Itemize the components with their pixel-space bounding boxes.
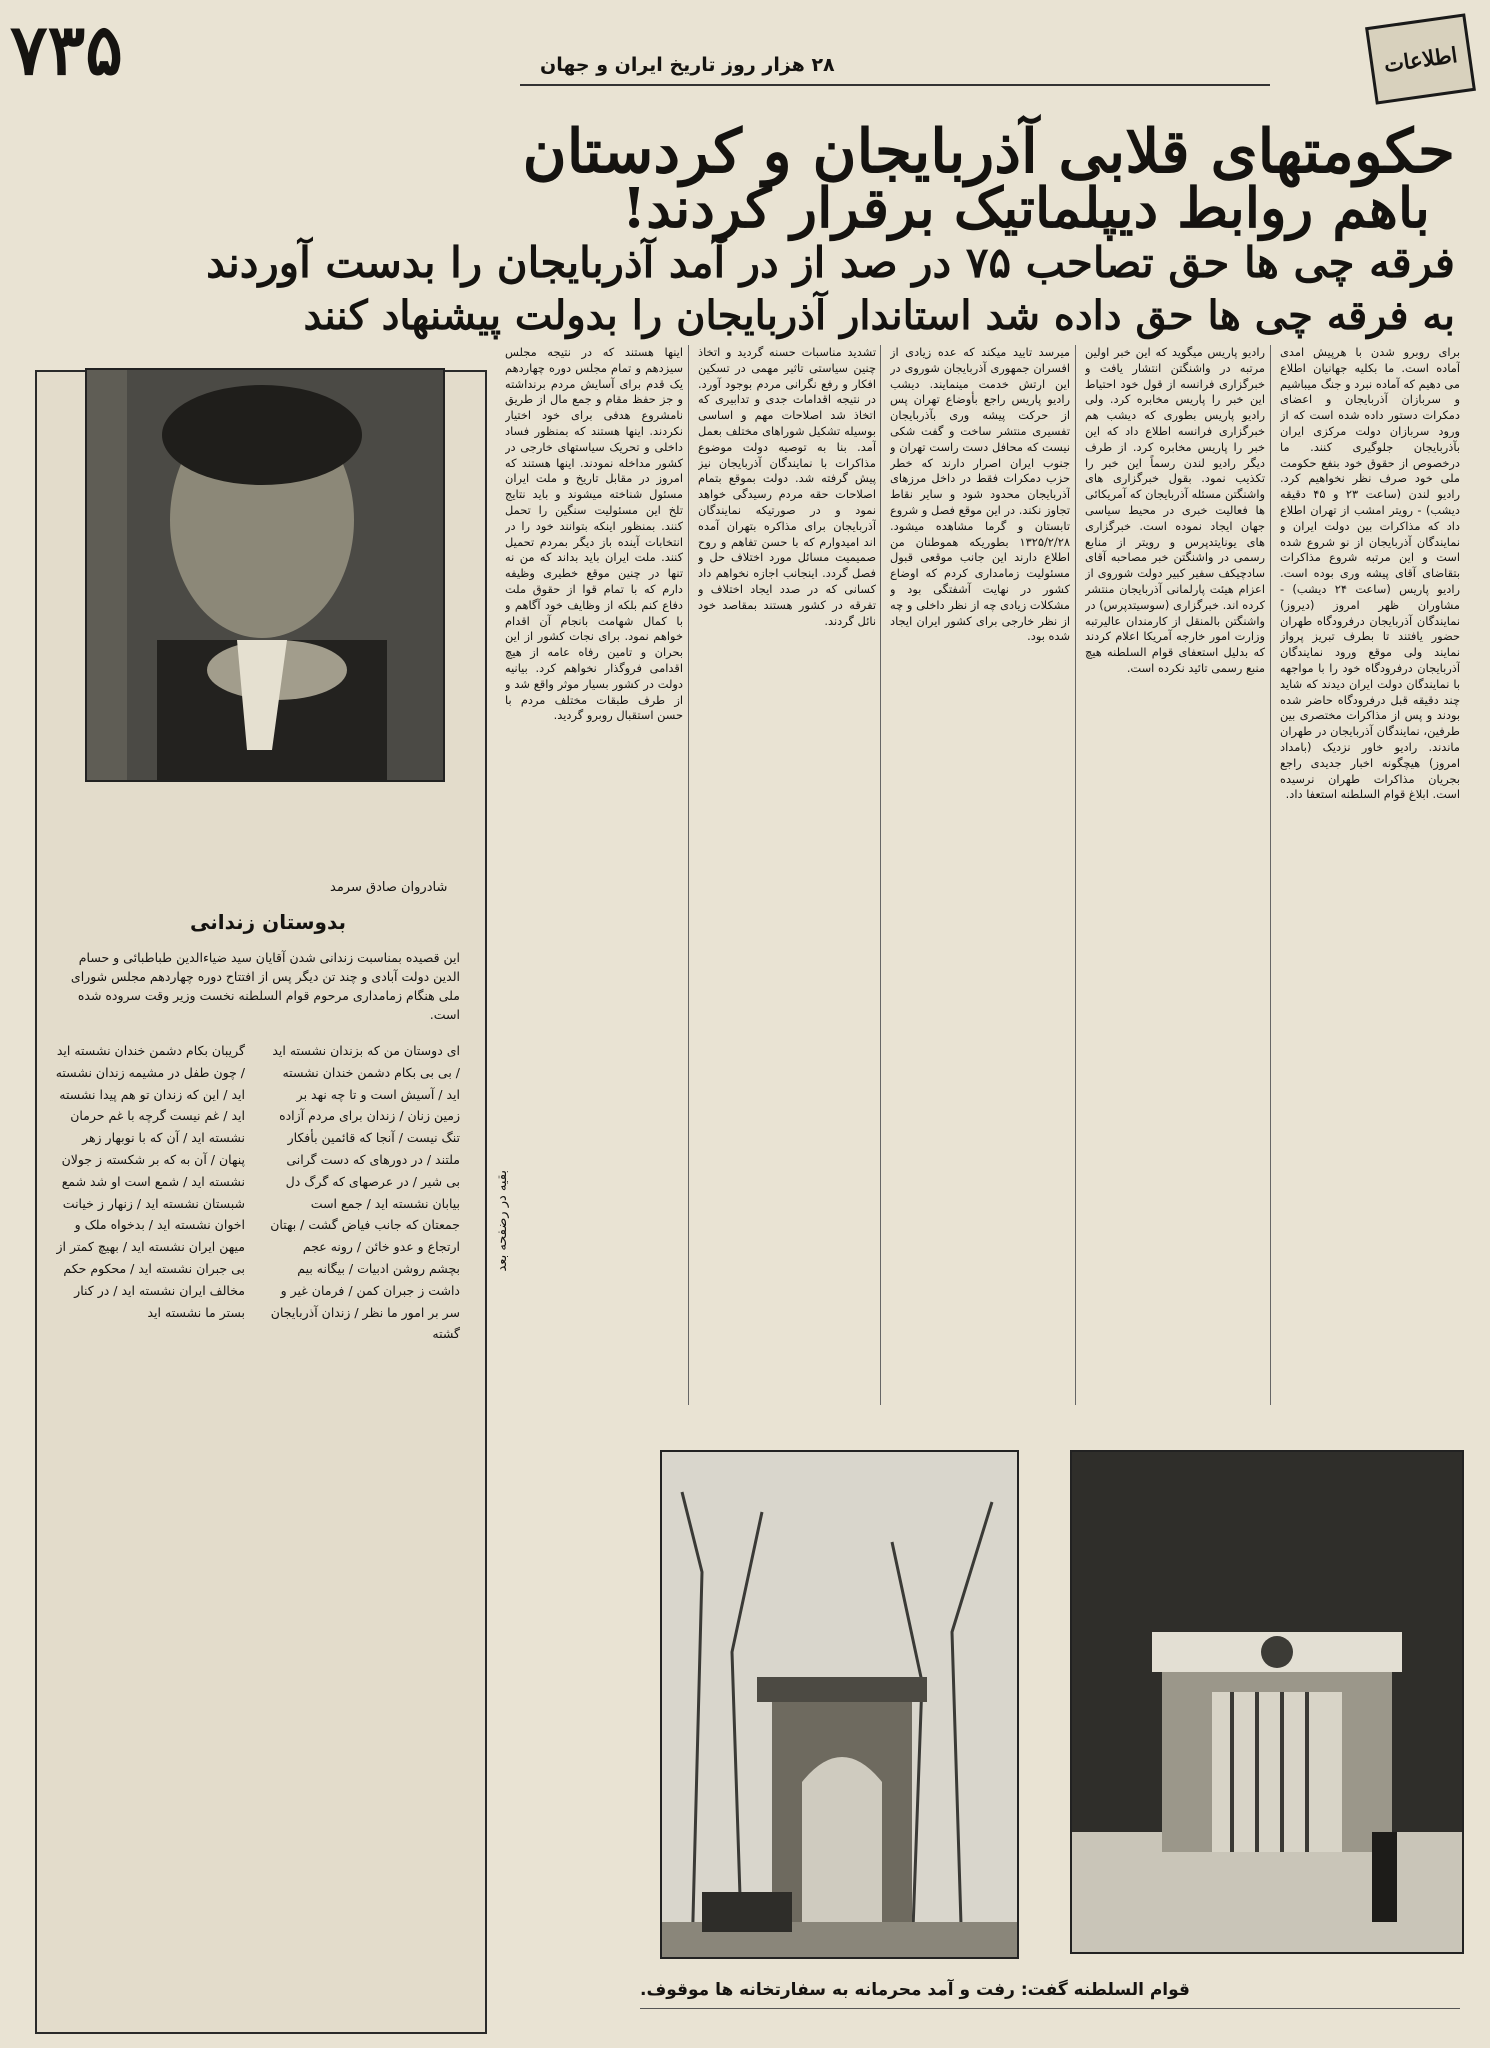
poet-name: شادروان صادق سرمد [330, 880, 448, 895]
entrance-illustration [1072, 1452, 1462, 1952]
page-number: ۷۳۵ [10, 8, 123, 91]
subheadline-first: فرقه چی ها حق تصاحب ۷۵ در صد از در آمد آذربایجان را بدست آوردند [206, 238, 1455, 287]
article-column-2: رادیو پاریس میگوید که این خبر اولین مرتبه در واشنگتن انتشار یافت و خبرگزاری فرانسه از قول خود احتیاط این خبر را پاریس مخابره کرد. ولی رادیو پاریس بطوری که دیشب هم خبرگزاری فرانسه اطلاع داد که این خبر را پاریس مخابره کرد. از طرف دیگر رادیو لندن رسماً این خبر را تکذیب نمود. بقول خبرگزاری های واشنگتن مسئله آذربایجان که آمریکائی ها فعالیت خبری در محیط سیاسی جهان ایجاد نموده است. خبرگزاری های یونایتدپرس و رویتر از منابع رسمی در واشنگتن خبر مصاحبه آقای سادچیکف سفیر کبیر دولت شوروی از اعزام هیئت پارلمانی آذربایجان منتشر کرده اند. خبرگزاری (سوسیتدپرس) در واشنگتن بالمنقل از کارمندان عالیرتبه وزارت امور خارجه آمریکا اعلام کردند که بدلیل استعفای قوام السلطنه هیچ منبع رسمی تائید نکرده است. [1085, 345, 1265, 675]
photo-caption: قوام السلطنه گفت: رفت و آمد محرمانه به سفارتخانه ها موقوف. [640, 1980, 1190, 2000]
column-divider [1075, 345, 1076, 1405]
article-column-1: برای روبرو شدن با هرپیش امدی آماده است. ما بکلیه جهانیان اطلاع می دهیم که آماده نبرد و جنگ میباشیم و سربازان آذربایجان و اعضای دمکرات دستور داده شده است که از ورود سربازان دولت مرکزی ایران بآذربایجان جلوگیری کنند. ما درخصوص از حقوق خود بنفع حکومت ملی خود صرف نظر نخواهیم کرد. رادیو لندن (ساعت ۲۳ و ۴۵ دقیقه دیشب) - رویتر امشب از تهران اطلاع داد که مذاکرات بین دولت ایران و نمایندگان آذربایجان از نو شروع شده است و این مرتبه شروع مذاکرات بتقاضای آقای پیشه وری بوده است. رادیو پاریس (ساعت ۲۴ دیشب) - مشاوران ظهر امروز (دیروز) نمایندگان آذربایجان درفرودگاه طهران حضور یافتند تا بطرف تبریز پرواز نمایند ولی موقع ورود نمایندگان آذربایجان درفرودگاه خود را با مواجهه با نمایندگان دولت ایران دیدند که شاید چند دقیقه قبل درفرودگاه حاضر شده بودند و پس از مذاکرات مختصری بین طرفین، نمایندگان آذربایجان در طهران ماندند. رادیو خاور نزدیک (بامداد امروز) هیچگونه اخبار جدیدی راجع بجریان مذاکرات طهران نرسیده است. ابلاغ قوام السلطنه استعفا داد. [1280, 345, 1460, 802]
header-divider [520, 84, 1270, 86]
column-divider [880, 345, 881, 1405]
portrait-photo [85, 368, 445, 782]
poem-intro: این قصیده بمناسبت زندانی شدن آقایان سید ضیاءالدین طباطبائی و حسام الدین دولت آبادی و چند تن دیگر پس از افتتاح دوره چهاردهم مجلس شورای ملی هنگام زمامداری مرحوم قوام السلطنه نخست وزیر وقت سروده شده است. [70, 950, 460, 1022]
column-divider [688, 345, 689, 1405]
embassy-entrance-photo [1070, 1450, 1464, 1954]
column-divider [1270, 345, 1271, 1405]
article-column-5: اینها هستند که در نتیجه مجلس سیزدهم و تمام مجلس دوره چهاردهم یک قدم برای آسایش مردم برنداشته و جز حفظ مقام و جمع مال از طریق نامشروع هدفی برای خود اختیار نکردند. اینها هستند که بمنظور فساد داخلی و تحریک سیاستهای خارجی در کشور مداخله نمودند. اینها هستند که امروز در مقابل تاریخ و ملت ایران مسئول شناخته میشوند و باید نتایج تلخ این مسئولیت سنگین را تحمل کنند. بمنظور اینکه بتوانند خود را در انتخابات آینده باز دیگر بمردم تحمیل کنند. ملت ایران باید بداند که من نه تنها در چنین موقع خطیری وظیفه دارم که با تمام قوا از حقوق ملت دفاع کنم بلکه از وظایف خود آگاهم و با کمال شهامت بانجام آن اقدام خواهم نمود. برای نجات کشور از این بحران و تامین رفاه عامه از هیچ اقدامی فروگذار نخواهم کرد. بیانیه دولت در کشور بسیار موثر واقع شد و از طرف طبقات مختلف مردم با حسن استقبال روبرو گردید. [505, 345, 683, 723]
headline-second: باهم روابط دیپلماتیک برقرار کردند! [622, 175, 1430, 240]
poem-column-left: گریبان بکام دشمن خندان نشسته اید / چون طفل در مشیمه زندان نشسته اید / این که زندان تو هم پیدا نشسته اید / غم نیست گرچه با غم حرمان نشسته اید / آن که با نوبهار زهر پنهان / آن به که بر شکسته ز جولان نشسته اید / شمع است او شد شمع شبستان نشسته اید / زنهار ز خیانت اخوان نشسته اید / بدخواه ملک و میهن ایران نشسته اید / بهیچ کمتر از بی جبران نشسته اید / محکوم حکم مخالف ایران نشسته اید / در کنار بستر ما نشسته اید [55, 1043, 245, 1320]
newspaper-logo: اطلاعات [1365, 13, 1476, 104]
headline-main: حکومتهای قلابی آذربایجان و کردستان [522, 117, 1455, 187]
gate-arch-illustration [662, 1452, 1017, 1957]
continued-note: بقیه در رضفحه بعد [495, 1170, 510, 1272]
embassy-gate-photo [660, 1450, 1019, 1959]
caption-rule [640, 2008, 1460, 2009]
portrait-illustration [87, 370, 443, 780]
subheadline-second: به فرقه چی ها حق داده شد استاندار آذربایجان را بدولت پیشنهاد کنند [303, 292, 1455, 339]
running-head: ۲۸ هزار روز تاریخ ایران و جهان [540, 54, 835, 76]
article-column-3: میرسد تایید میکند که عده زیادی از افسران جمهوری آذربایجان شوروی در این ارتش خدمت مینمایند. دیشب رادیو پاریس راجع بأوضاع تهران پس از حرکت پیشه وری بآذربایجان تفسیری منتشر ساخت و گفت شکی نیست که محافل دست راست تهران و جنوب ایران اصرار دارند که خطر حزب دمکرات فقط در داخل مرزهای آذربایجان محدود شود و سایر نقاط تجاوز نکند. در این موقع فصل و شروع تابستان و گرما مشاهده میشود. ۱۳۲۵/۲/۲۸ بطوریکه هموطنان من اطلاع دارند این جانب موقعی قبول مسئولیت زمامداری کردم که اوضاع کشور در نهایت آشفتگی بود و مشکلات زیادی چه از نظر داخلی و چه از نظر خارجی برای کشور ایران ایجاد شده بود. [890, 345, 1070, 644]
poem-column-right: ای دوستان من که بزندان نشسته اید / بی بی بکام دشمن خندان نشسته اید / آسیش است و تا چه نهد بر زمین زنان / زندان برای مردم آزاده تنگ نیست / آنجا که قائمین بأفکار ملتند / در دورهای که دست گرانی بی شیر / در عرصهای که گرگ دل بیابان نشسته اید / جمع است جمعتان که جانب فیاض گشت / بهتان ارتجاع و عدو خائن / رونه عجم بچشم روشن ادبیات / بیگانه بیم داشت ز جبران کمن / فرمان غیر و سر بر امور ما نظر / زندان آذربایجان گشته [270, 1043, 460, 1342]
poem-title: بدوستان زندانی [190, 910, 347, 934]
article-column-4: تشدید مناسبات حسنه گردید و اتخاذ چنین سیاستی تاثیر مهمی در تسکین افکار و رفع نگرانی مردم بوجود آورد. در نتیجه اقدامات جدی و تدابیری که اتخاذ شد اصلاحات مهم و اساسی بوسیله تشکیل شوراهای مختلف بعمل آمد. بنا به توصیه دولت موضوع مذاکرات با نمایندگان آذربایجان نیز پیش گرفته شد. دولت بموقع بتمام اصلاحات حقه مردم رسیدگی خواهد نمود و در صورتیکه نمایندگان آذربایجان برای مذاکره بتهران آمده اند امیدوارم که با حسن تفاهم و روح صمیمیت مسائل مورد اختلاف حل و فصل گردد. اینجانب اجازه نخواهم داد کسانی که در صدد ایجاد اختلاف و تفرقه در کشور هستند بمقاصد خود نائل گردند. [698, 345, 876, 628]
